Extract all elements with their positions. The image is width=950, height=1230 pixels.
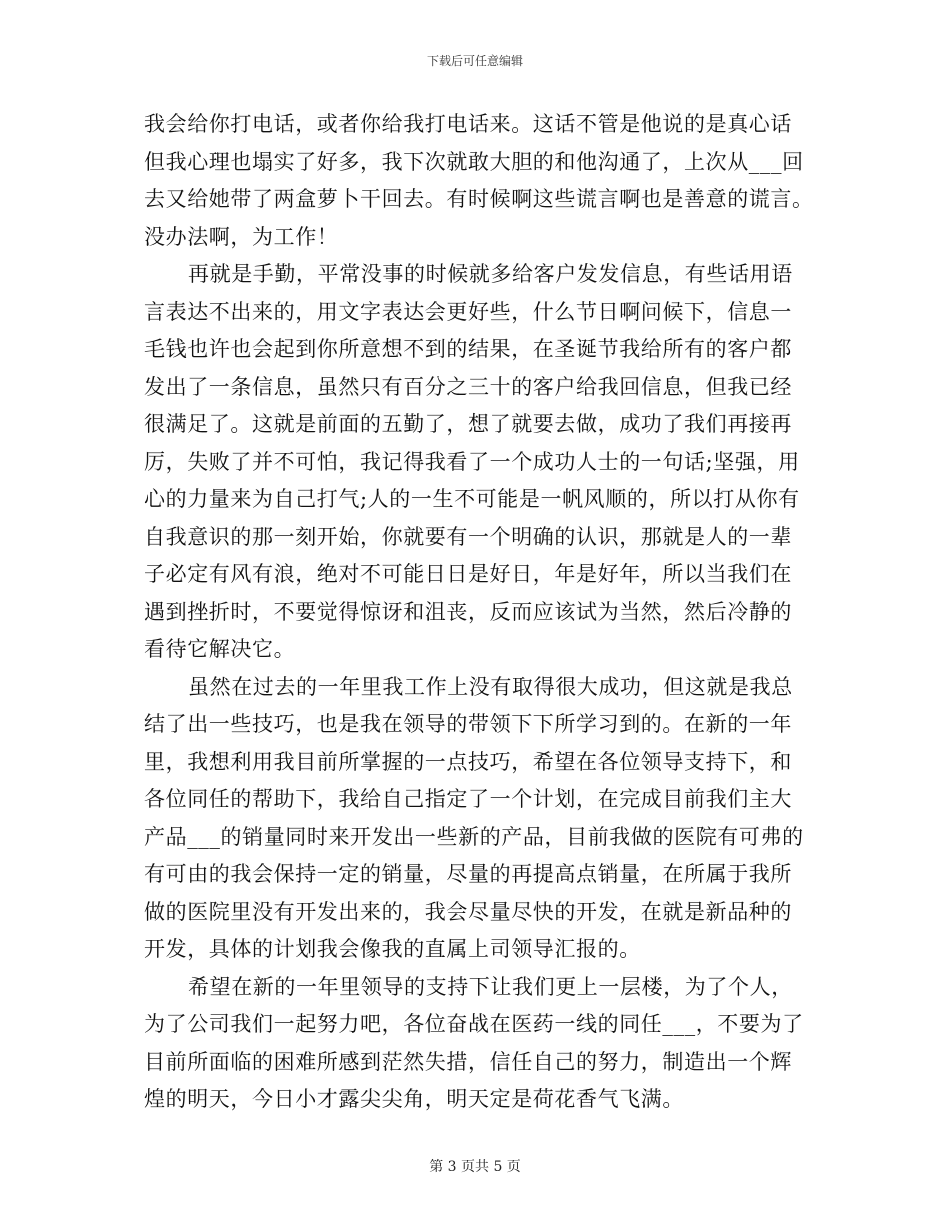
text-line: 子必定有风有浪，绝对不可能日日是好日，年是好年，所以当我们在 [144,562,792,586]
text-line: 虽然在过去的一年里我工作上没有取得很大成功，但这就是我总 [188,674,793,699]
text-line: 看待它解决它。 [144,637,296,661]
text-line: 遇到挫折时，不要觉得惊讶和沮丧，反而应该试为当然，然后冷静的 [144,599,792,624]
paragraph-4 [144,969,809,1119]
text-line: 各位同任的帮助下，我给自己指定了一个计划，在完成目前我们主大 [144,787,792,811]
text-line: 里，我想利用我目前所掌握的一点技巧，希望在各位领导支持下，和 [144,749,792,774]
text-line: 心的力量来为自己打气;人的一生不可能是一帆风顺的，所以打从你有 [144,487,800,511]
text-line: 没办法啊，为工作！ [144,224,339,249]
text-line: 厉，失败了并不可怕，我记得我看了一个成功人士的一句话;坚强，用 [144,449,800,474]
text-line: 很满足了。这就是前面的五勤了，想了就要去做，成功了我们再接再 [144,412,792,436]
text-line: 发出了一条信息，虽然只有百分之三十的客户给我回信息，但我已经 [144,374,792,399]
paragraph-3 [144,669,809,969]
paragraph-2 [144,256,809,669]
text-line: 开发，具体的计划我会像我的直属上司领导汇报的。 [144,937,641,961]
text-line: 做的医院里没有开发出来的，我会尽量尽快的开发，在就是新品种的 [144,899,792,924]
paragraph-1 [144,106,814,256]
text-line: 煌的明天，今日小才露尖尖角，明天定是荷花香气飞满。 [144,1087,684,1111]
text-line: 但我心理也塌实了好多，我下次就敢大胆的和他沟通了，上次从___回 [144,149,804,174]
page-footer: 第 3 页共 5 页 [429,1159,521,1175]
text-line: 有可由的我会保持一定的销量，尽量的再提高点销量，在所属于我所 [144,862,792,886]
text-line: 我会给你打电话，或者你给我打电话来。这话不管是他说的是真心话 [144,112,792,136]
text-line: 目前所面临的困难所感到茫然失措，信任自己的努力，制造出一个辉 [144,1049,792,1074]
text-line: 毛钱也许也会起到你所意想不到的结果，在圣诞节我给所有的客户都 [144,337,792,361]
text-line: 希望在新的一年里领导的支持下让我们更上一层楼，为了个人， [188,974,793,999]
text-line: 产品___的销量同时来开发出一些新的产品，目前我做的医院有可弗的 [144,824,804,849]
text-line: 言表达不出来的，用文字表达会更好些，什么节日啊问候下，信息一 [144,299,792,324]
text-line: 自我意识的那一刻开始，你就要有一个明确的认识，那就是人的一辈 [144,524,792,549]
text-line: 为了公司我们一起努力吧，各位奋战在医药一线的同任___，不要为了 [144,1012,804,1036]
document-body [144,106,814,1119]
text-line: 再就是手勤，平常没事的时候就多给客户发发信息，有些话用语 [188,262,793,286]
text-line: 去又给她带了两盒萝卜干回去。有时候啊这些谎言啊也是善意的谎言。 [144,187,814,211]
page-header: 下载后可任意编辑 [426,54,523,68]
text-line: 结了出一些技巧，也是我在领导的带领下下所学习到的。在新的一年 [144,712,792,736]
